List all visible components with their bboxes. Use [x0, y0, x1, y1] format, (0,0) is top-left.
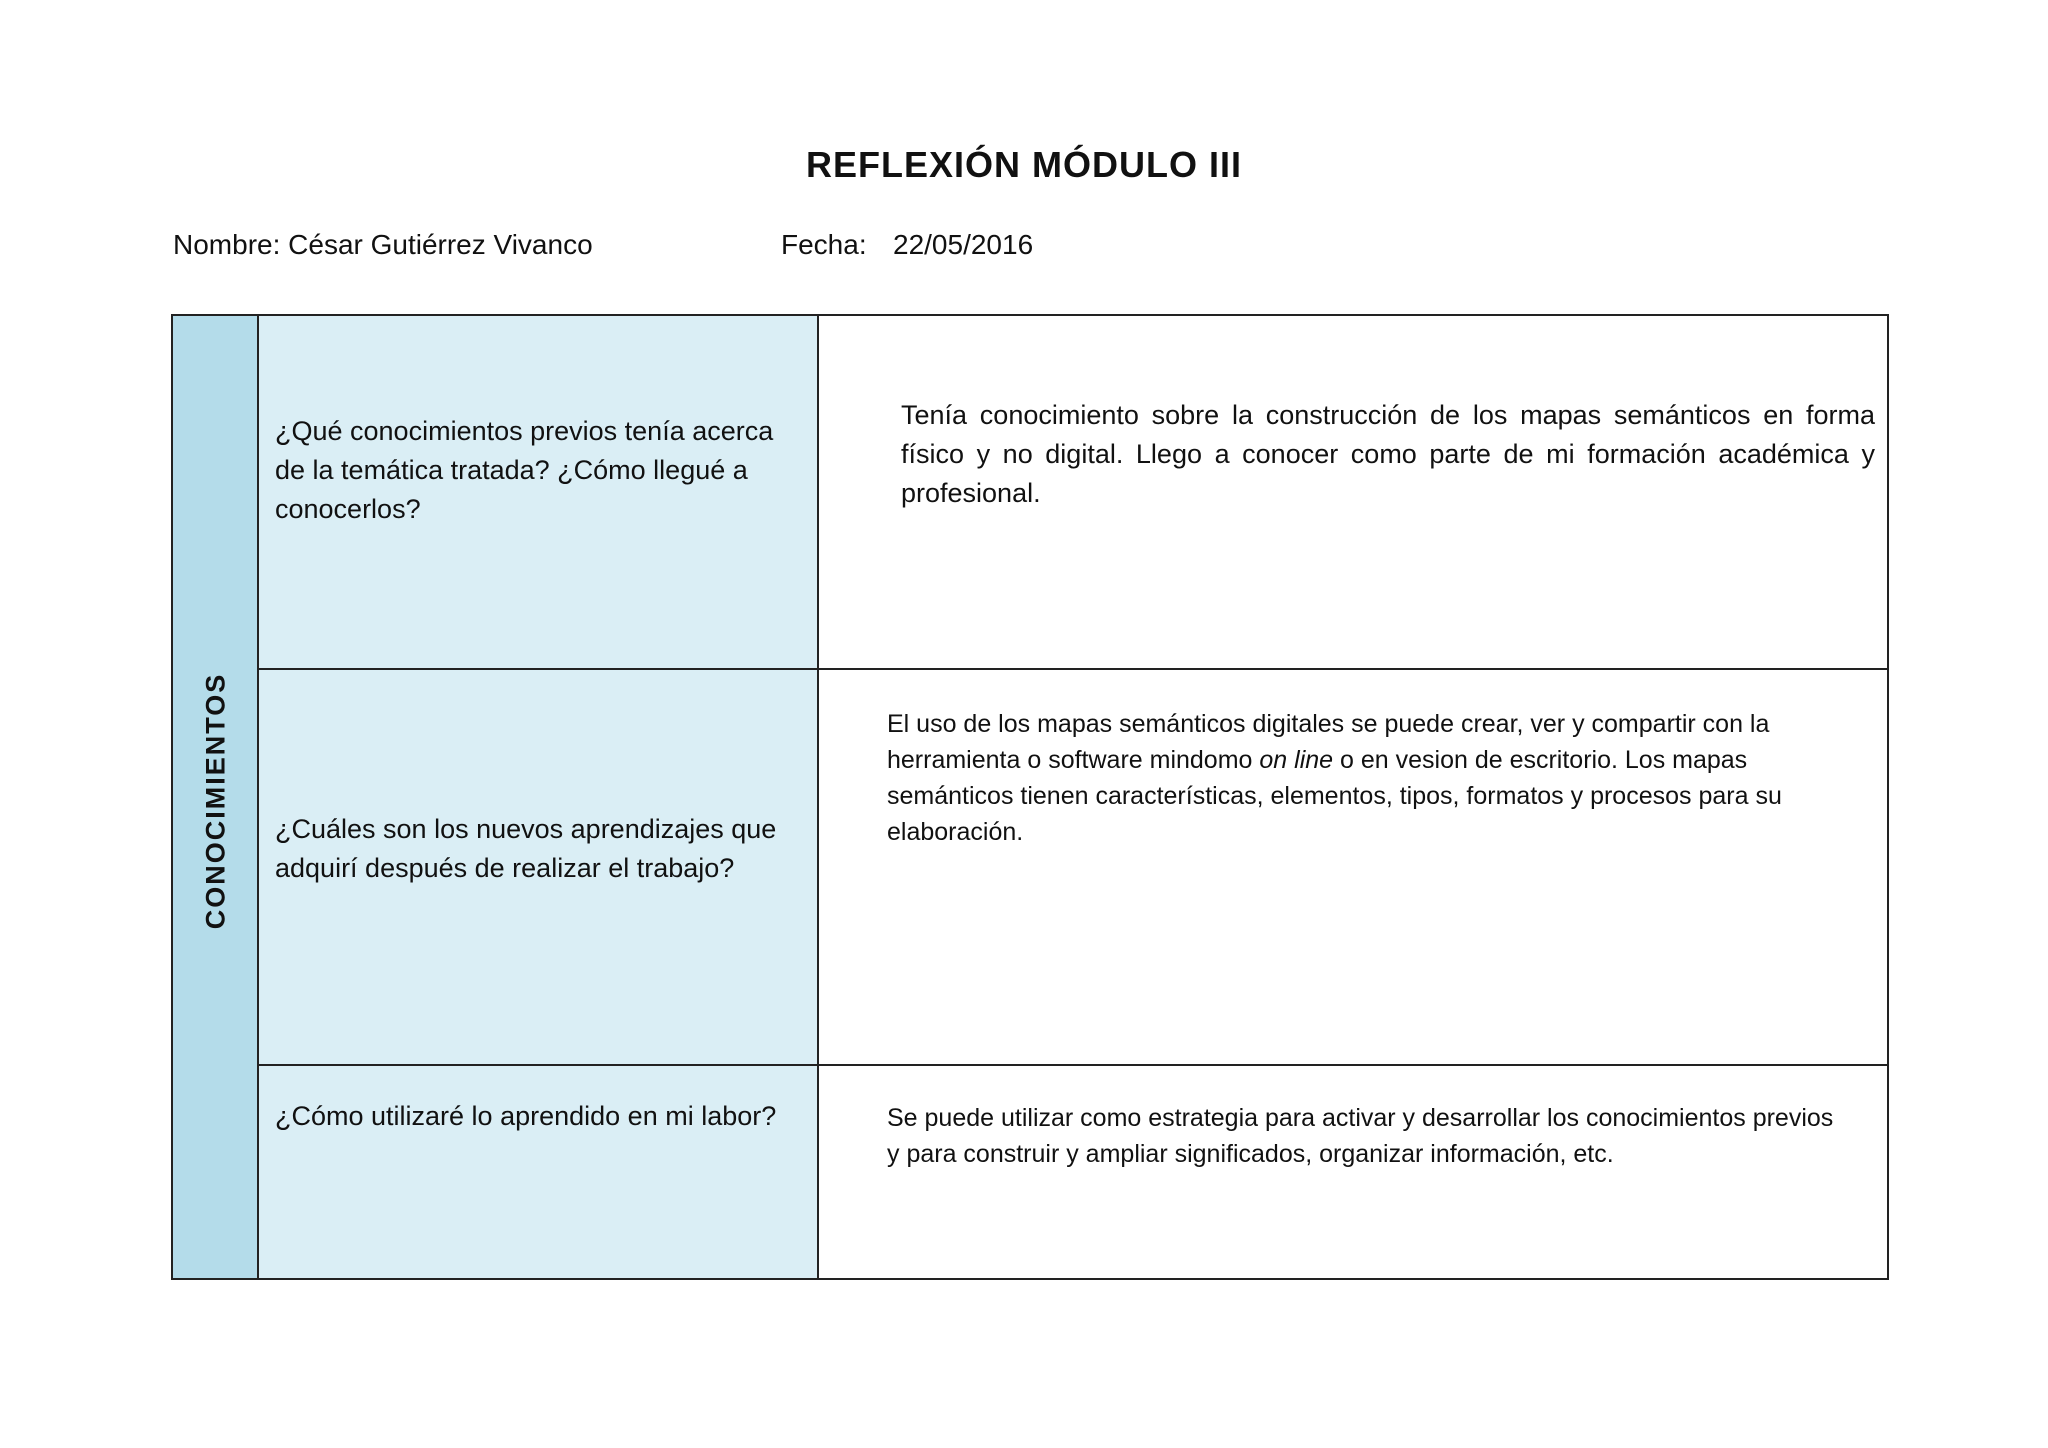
question-text: ¿Cuáles son los nuevos aprendizajes que adquirí después de realizar el trabajo? — [275, 814, 777, 883]
answer-cell — [819, 670, 1887, 1064]
answer-text-end: o en vesion de escritorio. Los mapas semánticos tienen características, elementos, tipos, formatos y procesos para su elaboración. — [887, 746, 1782, 846]
answer-text-italic: on line — [1259, 746, 1334, 774]
section-band — [173, 316, 259, 1278]
student-name: Nombre: César Gutiérrez Vivanco — [173, 229, 593, 260]
question-cell — [259, 316, 819, 668]
table-row — [259, 1066, 1887, 1278]
date-value: 22/05/2016 — [893, 229, 1034, 260]
answer-text: Tenía conocimiento sobre la construcción de los mapas semánticos en forma físico y no digital. Llego a conocer como parte de mi formación académica y profesional. — [901, 400, 1875, 508]
page-title: REFLEXIÓN MÓDULO III — [805, 144, 1242, 185]
date-label: Fecha: — [781, 229, 867, 260]
reflection-table — [171, 314, 1889, 1280]
answer-cell — [819, 1066, 1887, 1278]
answer-text-start: El uso de los mapas semánticos digitales se puede crear, ver y compartir con la herramienta o software mindomo — [887, 710, 1770, 774]
table-row — [259, 316, 1887, 670]
answer-text — [887, 706, 1837, 850]
section-label: CONOCIMIENTOS — [200, 672, 231, 930]
question-text: ¿Cómo utilizaré lo aprendido en mi labor? — [275, 1101, 777, 1131]
answer-cell — [819, 316, 1887, 668]
question-text: ¿Qué conocimientos previos tenía acerca de la temática tratada? ¿Cómo llegué a conocerlos? — [275, 416, 774, 524]
answer-text: Se puede utilizar como estrategia para activar y desarrollar los conocimientos previos y para construir y ampliar significados, organizar información, etc. — [887, 1104, 1834, 1168]
question-cell — [259, 670, 819, 1064]
question-cell — [259, 1066, 819, 1278]
table-row — [259, 670, 1887, 1066]
